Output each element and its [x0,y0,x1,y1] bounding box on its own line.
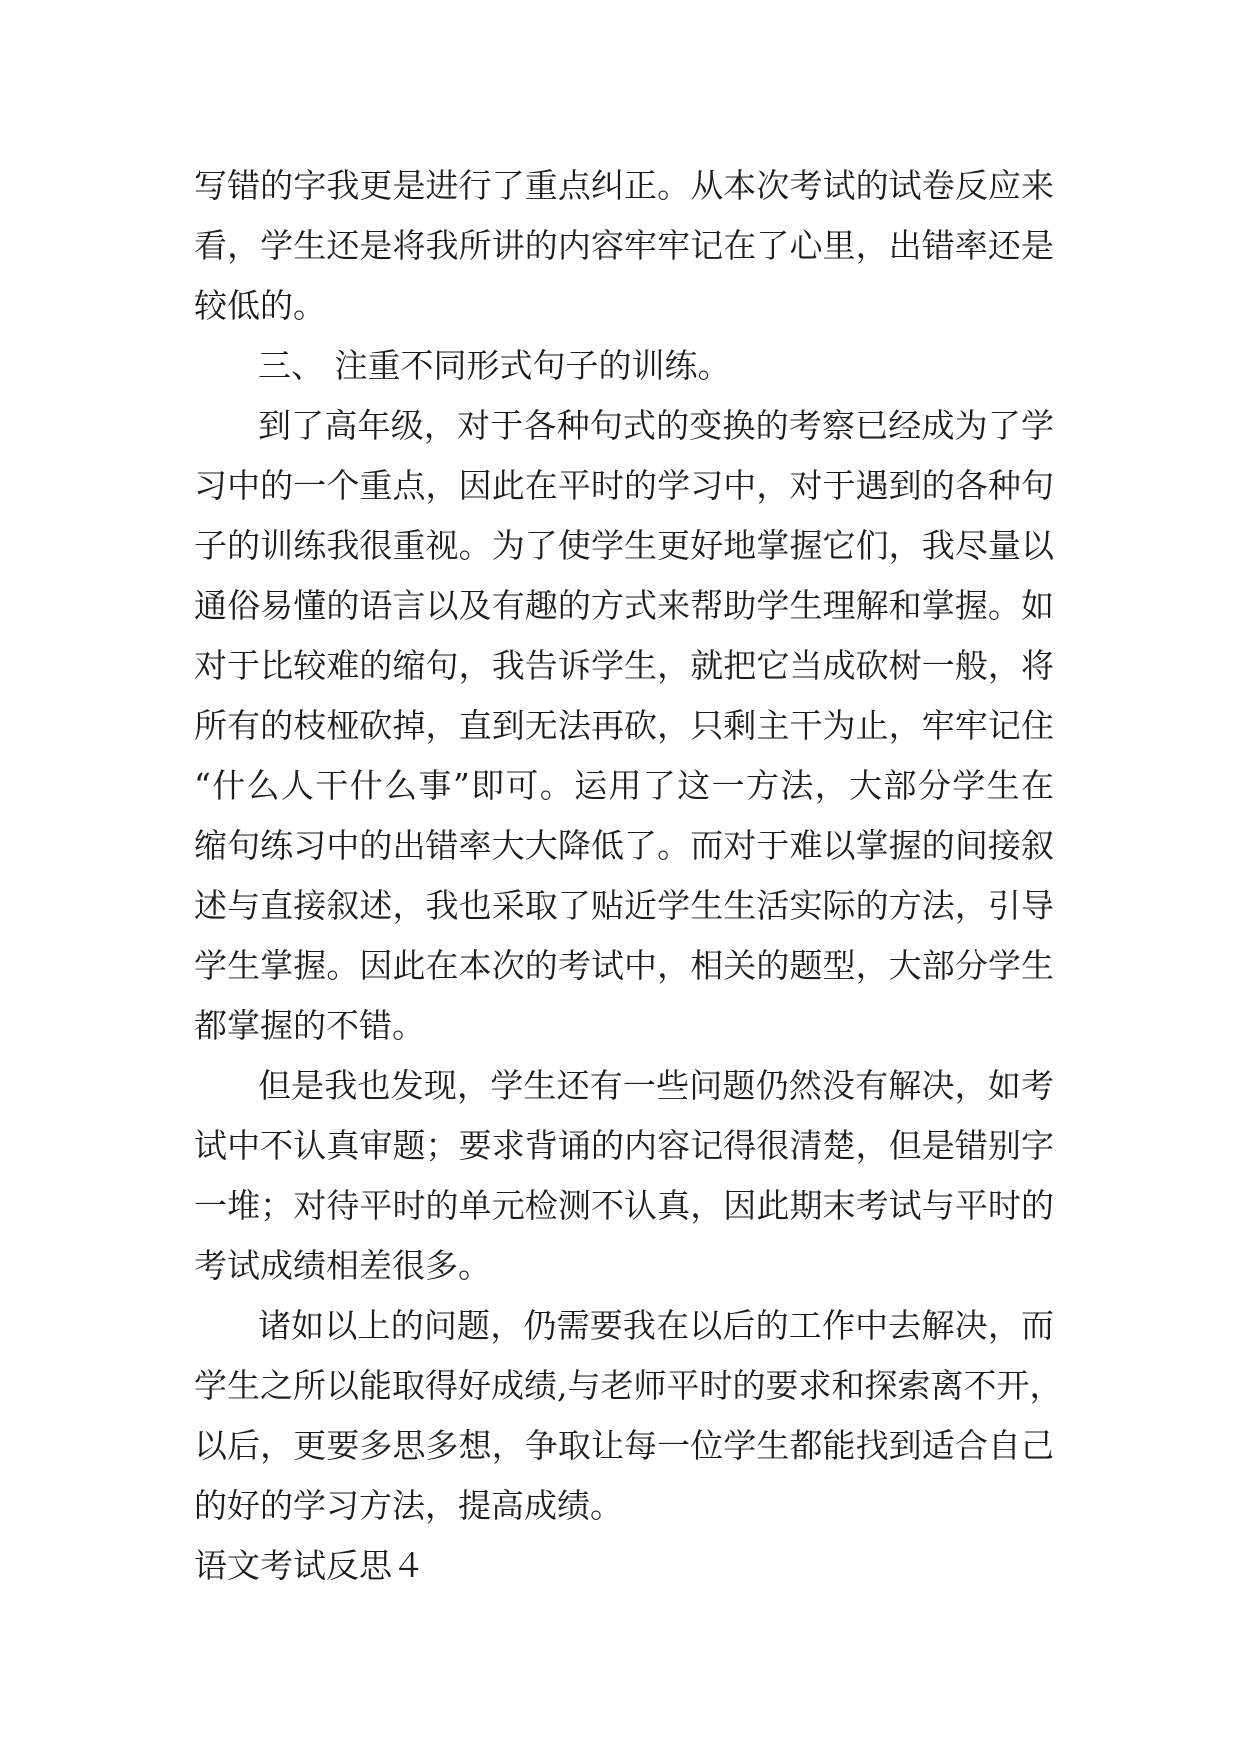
paragraph-line: 写错的字我更是进行了重点纠正。从本次考试的试卷反应来 [194,166,1054,205]
paragraph-line: 所有的枝桠砍掉，直到无法再砍，只剩主干为止，牢牢记住 [194,706,1054,745]
paragraph-line: 到了高年级，对于各种句式的变换的考察已经成为了学 [258,406,1054,445]
paragraph-line: 学生掌握。因此在本次的考试中，相关的题型，大部分学生 [194,946,1054,985]
paragraph-line: 子的训练我很重视。为了使学生更好地掌握它们，我尽量以 [194,526,1054,565]
paragraph-line: 以后，更要多思多想，争取让每一位学生都能找到适合自己 [194,1426,1054,1465]
paragraph-line: 诸如以上的问题，仍需要我在以后的工作中去解决，而 [258,1306,1054,1345]
section-heading-three: 三、 注重不同形式句子的训练。 [258,346,731,385]
paragraph-line: 看，学生还是将我所讲的内容牢牢记在了心里，出错率还是 [194,226,1054,265]
paragraph-line: 习中的一个重点，因此在平时的学习中，对于遇到的各种句 [194,466,1054,505]
paragraph-line: 试中不认真审题；要求背诵的内容记得很清楚，但是错别字 [194,1126,1054,1165]
paragraph-line: 的好的学习方法，提高成绩。 [194,1486,623,1525]
paragraph-line: 学生之所以能取得好成绩,与老师平时的要求和探索离不开， [194,1366,1063,1405]
paragraph-line: 考试成绩相差很多。 [194,1246,491,1285]
paragraph-line: 较低的。 [194,286,326,325]
paragraph-line: 缩句练习中的出错率大大降低了。而对于难以掌握的间接叙 [194,826,1054,865]
section-title: 语文考试反思４ [194,1546,425,1585]
paragraph-line: 但是我也发现，学生还有一些问题仍然没有解决，如考 [258,1066,1054,1105]
paragraph-line: 一堆；对待平时的单元检测不认真，因此期末考试与平时的 [194,1186,1054,1225]
paragraph-line: “什么人干什么事”即可。运用了这一方法，大部分学生在 [194,766,1054,805]
paragraph-line: 述与直接叙述，我也采取了贴近学生生活实际的方法，引导 [194,886,1054,925]
paragraph-line: 通俗易懂的语言以及有趣的方式来帮助学生理解和掌握。如 [194,586,1054,625]
paragraph-line: 都掌握的不错。 [194,1006,425,1045]
paragraph-line: 对于比较难的缩句，我告诉学生，就把它当成砍树一般，将 [194,646,1054,685]
